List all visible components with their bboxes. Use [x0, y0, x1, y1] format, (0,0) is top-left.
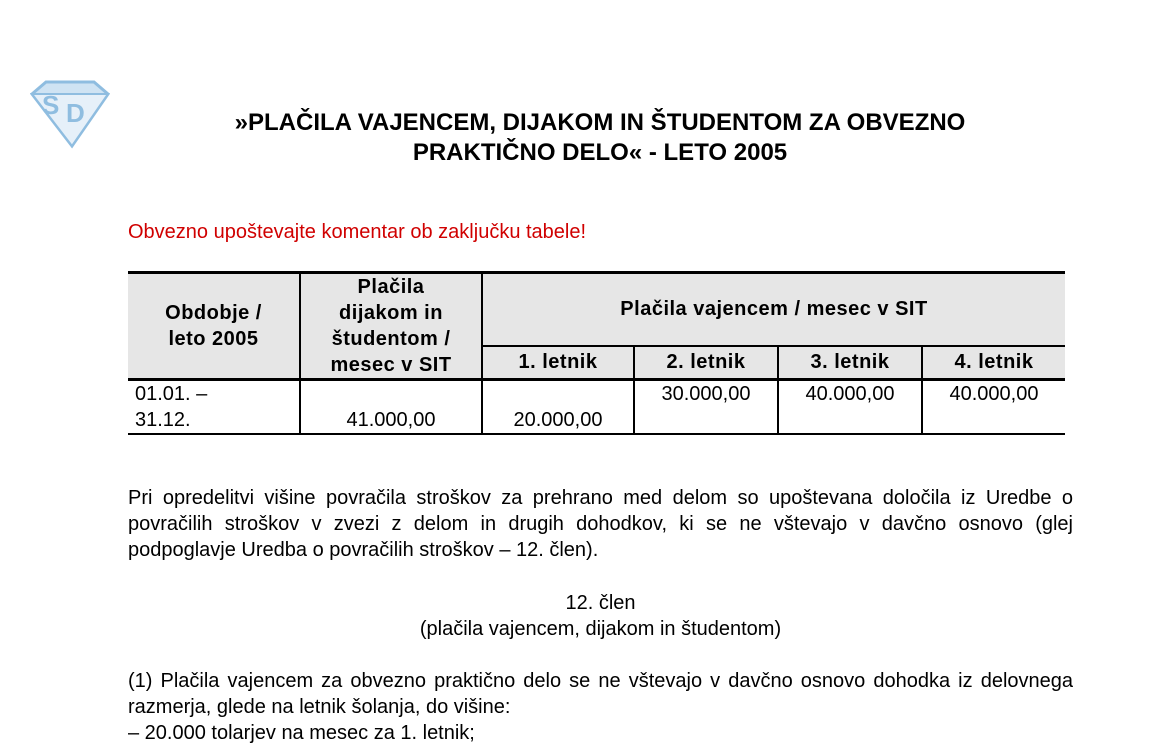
svg-text:D: D: [66, 98, 85, 128]
header-year-2: 2. letnik: [634, 346, 778, 380]
list-item: – 20.000 tolarjev na mesec za 1. letnik;: [128, 722, 475, 744]
cell-students: 41.000,00: [300, 380, 482, 435]
paragraph-1: Pri opredelitvi višine povračila stroškov za prehrano med delom so upoštevana določila iz Uredbe o povračilih stroškov v zvezi z delom in drugih dohodkov, ki se ne vštevajo v davčno osnovo (glej podpoglavje Uredba o povračilih stroškov – 12. člen).: [128, 487, 1073, 561]
article-subtitle: (plačila vajencem, dijakom in študentom): [419, 618, 782, 640]
header-students: Plačila dijakom in študentom / mesec v SIT: [300, 273, 482, 380]
cell-period: 01.01. – 31.12.: [128, 380, 300, 435]
article-number: 12. člen: [565, 592, 636, 614]
cell-year-3: 40.000,00: [778, 380, 922, 435]
payments-table: [128, 271, 1065, 435]
cell-year-2: 30.000,00: [634, 380, 778, 435]
cell-year-4: 40.000,00: [922, 380, 1065, 435]
header-year-3: 3. letnik: [778, 346, 922, 380]
paragraph-2: (1) Plačila vajencem za obvezno praktično delo se ne vštevajo v davčno osnovo dohodka iz delovnega razmerja, glede na letnik šolanja, do višine:: [128, 670, 1073, 718]
header-year-1: 1. letnik: [482, 346, 634, 380]
warning-note: Obvezno upoštevajte komentar ob zaključku tabele!: [128, 221, 587, 243]
header-apprentices: Plačila vajencem / mesec v SIT: [482, 273, 1065, 346]
svg-text:S: S: [42, 90, 60, 120]
header-year-4: 4. letnik: [922, 346, 1065, 380]
table-row: [128, 380, 1065, 435]
page-title: »PLAČILA VAJENCEM, DIJAKOM IN ŠTUDENTOM ZA OBVEZNO PRAKTIČNO DELO« - LETO 2005: [234, 109, 966, 166]
cell-year-1: 20.000,00: [482, 380, 634, 435]
header-period: Obdobje / leto 2005: [128, 273, 300, 380]
